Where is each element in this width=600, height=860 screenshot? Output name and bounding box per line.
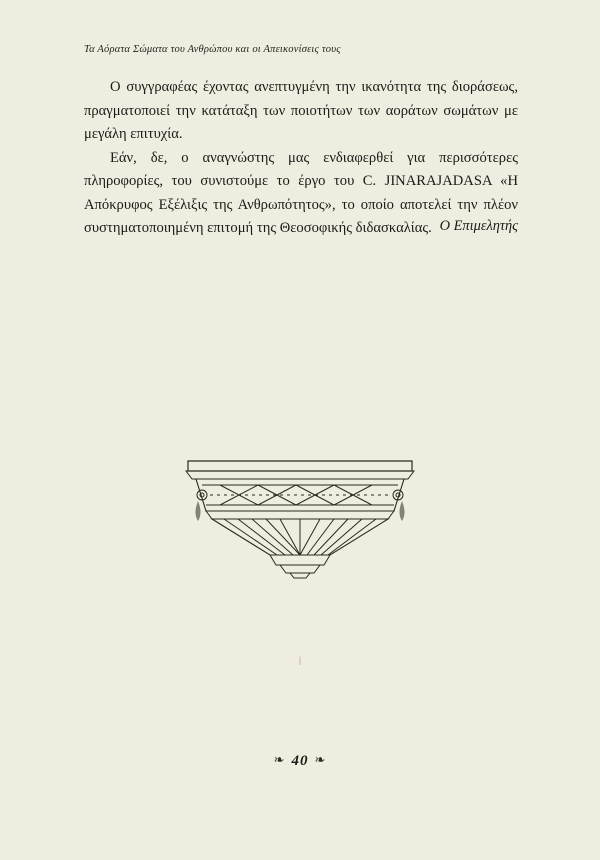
paragraph-1: Ο συγγραφέας έχοντας ανεπτυγμένη την ικανότητα της διοράσεως, πραγματοποιεί την κατάταξη των ποιοτήτων των αοράτων σωμάτων με μεγάλη επιτυχία. (84, 79, 518, 142)
editor-signature: Ο Επιμελητής (439, 218, 518, 234)
page-tiny-mark: | (299, 655, 301, 665)
decorative-corbel-engraving-icon (180, 455, 420, 580)
paragraph-2: Εάν, δε, ο αναγνώστης μας ενδιαφερθεί για περισσότερες πληροφορίες, του συνιστούμε το έργο του C. JINARAJADASA «Η Απόκρυφος Εξέλιξις της Ανθρωπότητος», το οποίο αποτελεί την πλέον συστηματοποιημένη επιτομή της Θεοσοφικής διδασκαλίας. (84, 149, 518, 236)
ornament-container (0, 455, 600, 580)
body-text (84, 76, 518, 241)
running-head: Τα Αόρατα Σώματα του Ανθρώπου και οι Απεικονίσεις τους (84, 44, 341, 55)
folio (0, 752, 600, 770)
folio-left-ornament-icon: ❧ (273, 752, 286, 767)
page-number: 40 (291, 753, 309, 769)
folio-right-ornament-icon: ❧ (314, 752, 327, 767)
